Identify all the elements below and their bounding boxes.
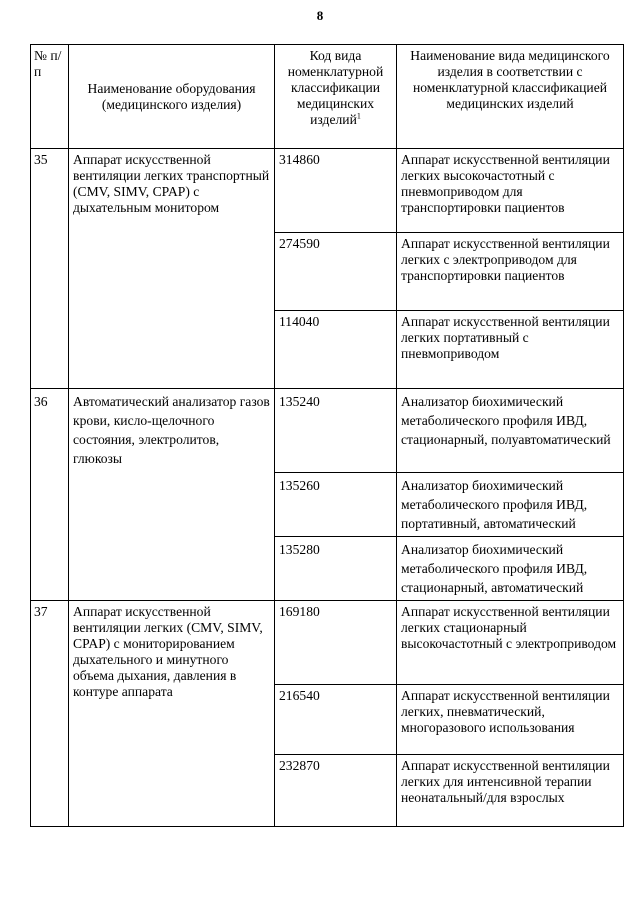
nomenclature-code: 135280 — [275, 537, 397, 601]
header-code-footnote: 1 — [356, 111, 361, 121]
device-kind: Аппарат искусственной вентиляции легких высокочастотный с пневмоприводом для транспортировки пациентов — [397, 149, 624, 233]
table-row — [31, 149, 624, 233]
row-number: 37 — [31, 601, 69, 827]
table-row — [31, 601, 624, 685]
equipment-name: Автоматический анализатор газов крови, кисло-щелочного состояния, электролитов, глюкозы — [69, 389, 275, 601]
nomenclature-code: 135260 — [275, 473, 397, 537]
nomenclature-code: 274590 — [275, 233, 397, 311]
header-name: Наименование оборудования (медицинского изделия) — [69, 45, 275, 149]
nomenclature-code: 314860 — [275, 149, 397, 233]
device-kind: Аппарат искусственной вентиляции легких портативный с пневмоприводом — [397, 311, 624, 389]
device-kind: Анализатор биохимический метаболического профиля ИВД, стационарный, полуавтоматический — [397, 389, 624, 473]
header-kind: Наименование вида медицинского изделия в соответствии с номенклатурной классификацией медицинских изделий — [397, 45, 624, 149]
nomenclature-code: 114040 — [275, 311, 397, 389]
equipment-name: Аппарат искусственной вентиляции легких транспортный (CMV, SIMV, CPAP) с дыхательным монитором — [69, 149, 275, 389]
device-kind: Анализатор биохимический метаболического профиля ИВД, портативный, автоматический — [397, 473, 624, 537]
nomenclature-code: 232870 — [275, 755, 397, 827]
nomenclature-code: 135240 — [275, 389, 397, 473]
row-number: 36 — [31, 389, 69, 601]
page-number: 8 — [316, 8, 324, 23]
equipment-table — [30, 44, 624, 827]
device-kind: Аппарат искусственной вентиляции легких стационарный высокочастотный с электроприводом — [397, 601, 624, 685]
equipment-name: Аппарат искусственной вентиляции легких (CMV, SIMV, CPAP) с мониторированием дыхательного и минутного объема дыхания, давления в контуре аппарата — [69, 601, 275, 827]
device-kind: Аппарат искусственной вентиляции легких, пневматический, многоразового использования — [397, 685, 624, 755]
device-kind: Аппарат искусственной вентиляции легких с электроприводом для транспортировки пациентов — [397, 233, 624, 311]
device-kind: Аппарат искусственной вентиляции легких для интенсивной терапии неонатальный/для взрослых — [397, 755, 624, 827]
header-code-text: Код вида номенклатурной классификации медицинских изделий — [287, 48, 384, 127]
nomenclature-code: 169180 — [275, 601, 397, 685]
header-code — [275, 45, 397, 149]
nomenclature-code: 216540 — [275, 685, 397, 755]
table-row — [31, 389, 624, 473]
header-num: № п/п — [31, 45, 69, 149]
table-header-row — [31, 45, 624, 149]
row-number: 35 — [31, 149, 69, 389]
device-kind: Анализатор биохимический метаболического профиля ИВД, стационарный, автоматический — [397, 537, 624, 601]
